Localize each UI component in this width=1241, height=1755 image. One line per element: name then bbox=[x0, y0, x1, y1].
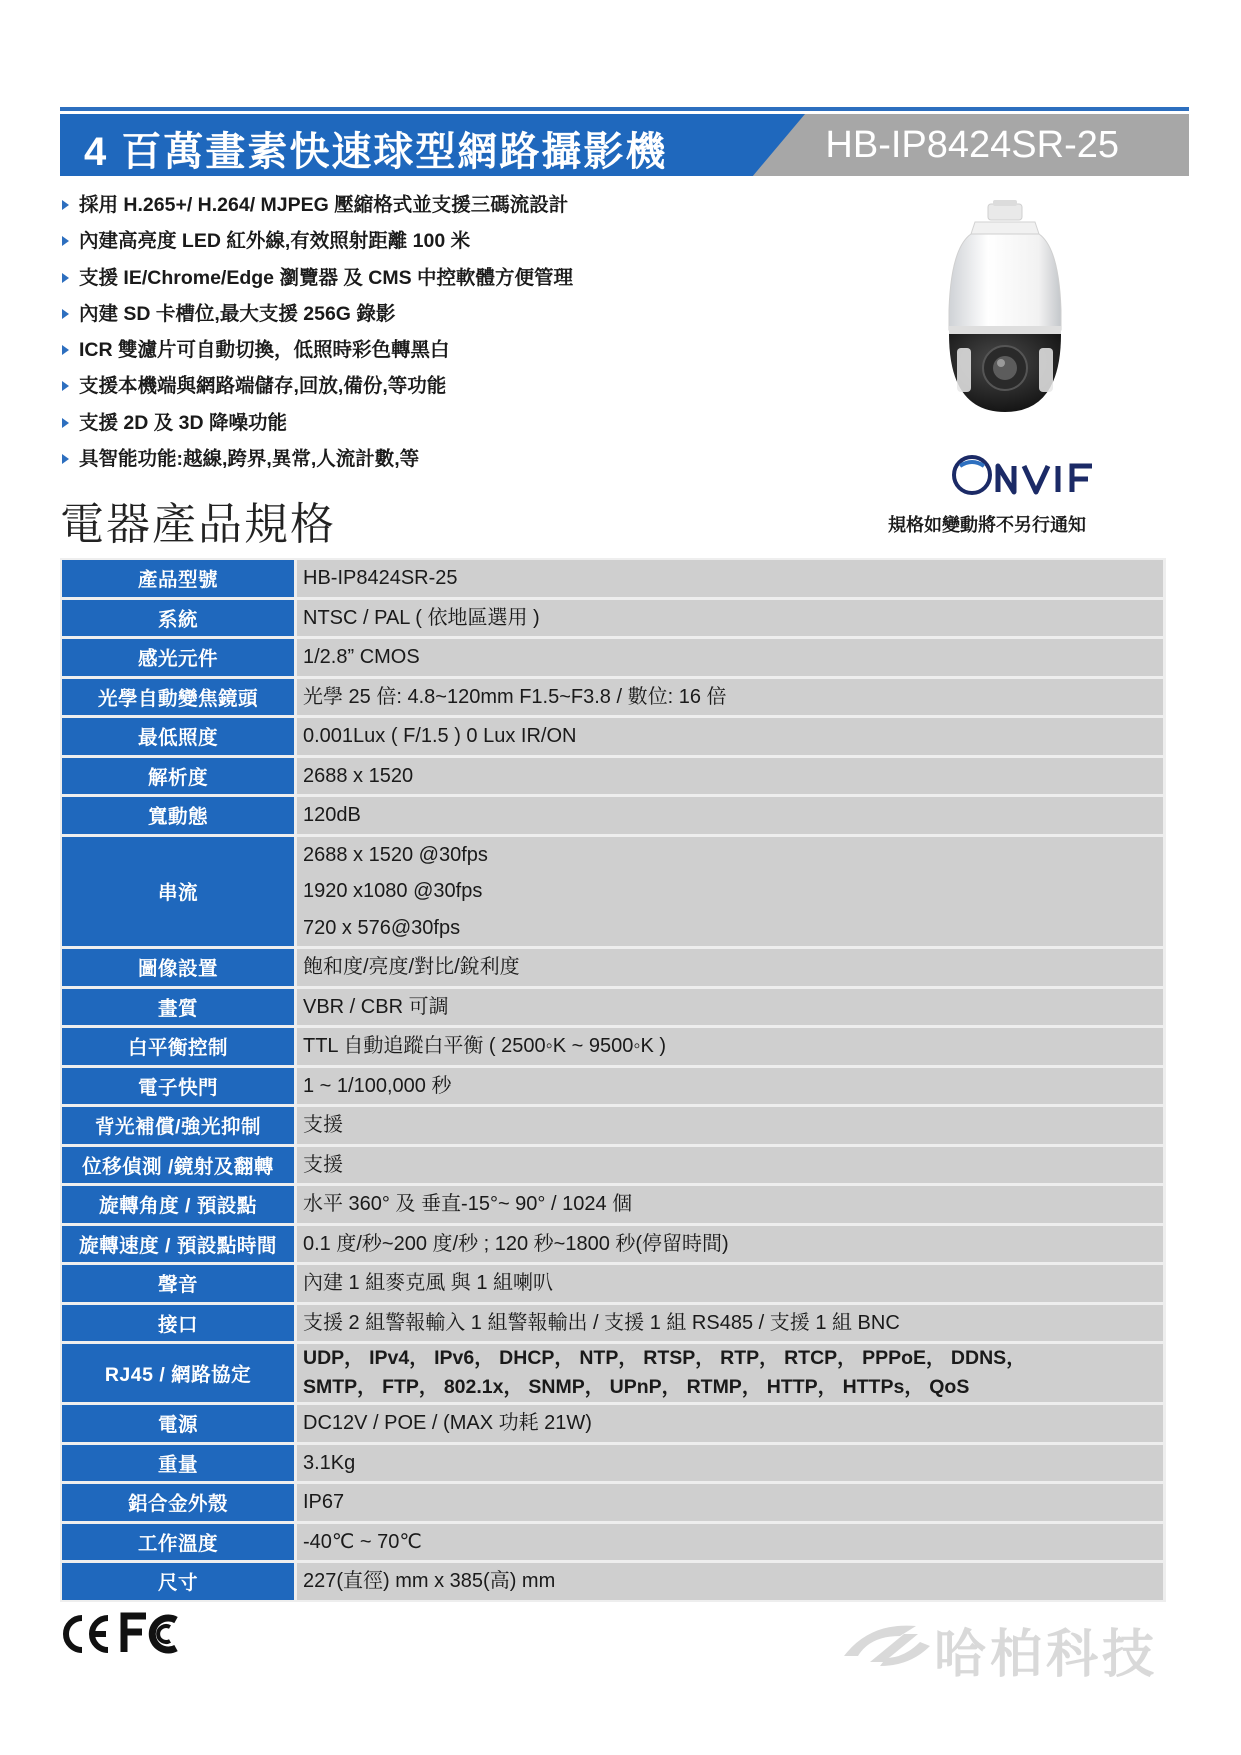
spec-value bbox=[297, 1147, 1163, 1184]
spec-value bbox=[297, 989, 1163, 1026]
spec-row bbox=[60, 1445, 1166, 1482]
spec-value-line: VBR / CBR 可調 bbox=[303, 995, 449, 1018]
feature-item: 採用 H.265+/ H.264/ MJPEG 壓縮格式並支援三碼流設計 bbox=[60, 190, 573, 226]
spec-value bbox=[297, 1107, 1163, 1144]
spec-label: 寬動態 bbox=[62, 797, 294, 834]
spec-value bbox=[297, 1265, 1163, 1302]
spec-label: 重量 bbox=[62, 1445, 294, 1482]
spec-value-line: -40℃ ~ 70℃ bbox=[303, 1530, 422, 1553]
spec-value-line: 2688 x 1520 bbox=[303, 764, 414, 787]
spec-label: 產品型號 bbox=[62, 560, 294, 597]
spec-value bbox=[297, 560, 1163, 597]
spec-value-line: 支援 bbox=[303, 1153, 343, 1176]
spec-change-notice: 規格如變動將不另行通知 bbox=[888, 515, 1086, 535]
spec-row bbox=[60, 1305, 1166, 1342]
triangle-bullet-icon bbox=[62, 381, 69, 391]
spec-value bbox=[297, 1028, 1163, 1065]
feature-list bbox=[60, 190, 573, 480]
spec-value-line: 1920 x1080 @30fps bbox=[303, 880, 483, 902]
triangle-bullet-icon bbox=[62, 236, 69, 246]
spec-value-line: 1/2.8” CMOS bbox=[303, 646, 420, 668]
spec-label: 解析度 bbox=[62, 758, 294, 795]
spec-label: 工作溫度 bbox=[62, 1524, 294, 1561]
spec-value bbox=[297, 1563, 1163, 1600]
spec-label: 電源 bbox=[62, 1405, 294, 1442]
spec-value-line: 光學 25 倍: 4.8~120mm F1.5~F3.8 / 數位: 16 倍 bbox=[303, 685, 727, 708]
brand-name: 哈柏科技 bbox=[934, 1626, 1159, 1684]
spec-row bbox=[60, 1524, 1166, 1561]
spec-value-line: 227(直徑) mm x 385(高) mm bbox=[303, 1570, 556, 1592]
spec-value bbox=[297, 1068, 1163, 1105]
spec-value-line: UDP， IPv4， IPv6， DHCP， NTP， RTSP， RTP， RTCP， PPPoE， DDNS， bbox=[303, 1347, 1026, 1369]
spec-row bbox=[60, 1147, 1166, 1184]
spec-value-line: 0.1 度/秒~200 度/秒 ; 120 秒~1800 秒(停留時間) bbox=[303, 1232, 729, 1255]
spec-value-line: 0.001Lux ( F/1.5 ) 0 Lux IR/ON bbox=[303, 725, 577, 747]
spec-row bbox=[60, 1107, 1166, 1144]
feature-item: 具智能功能:越線,跨界,異常,人流計數,等 bbox=[60, 444, 573, 480]
spec-row bbox=[60, 949, 1166, 986]
spec-label: 旋轉角度 / 預設點 bbox=[62, 1186, 294, 1223]
spec-label: 串流 bbox=[62, 837, 294, 947]
feature-item: ICR 雙濾片可自動切換，低照時彩色轉黑白 bbox=[60, 335, 573, 371]
spec-value-line: 支援 bbox=[303, 1114, 343, 1136]
spec-value-line: 2688 x 1520 @30fps bbox=[303, 843, 488, 866]
spec-row bbox=[60, 837, 1166, 947]
spec-value-line: NTSC / PAL ( 依地區選用 ) bbox=[303, 606, 540, 629]
spec-row bbox=[60, 560, 1166, 597]
spec-label: 接口 bbox=[62, 1305, 294, 1342]
title-banner bbox=[60, 114, 1189, 176]
spec-label: 旋轉速度 / 預設點時間 bbox=[62, 1226, 294, 1263]
spec-row bbox=[60, 639, 1166, 676]
feature-item: 內建高亮度 LED 紅外線,有效照射距離 100 米 bbox=[60, 226, 573, 262]
spec-value bbox=[297, 1445, 1163, 1482]
spec-value bbox=[297, 1344, 1163, 1402]
product-model: HB-IP8424SR-25 bbox=[825, 124, 1119, 166]
spec-value bbox=[297, 797, 1163, 834]
spec-value-line: 水平 360° 及 垂直-15°~ 90° / 1024 個 bbox=[303, 1193, 633, 1215]
feature-item: 支援 2D 及 3D 降噪功能 bbox=[60, 408, 573, 444]
spec-value-line: IP67 bbox=[303, 1491, 345, 1513]
spec-value bbox=[297, 718, 1163, 755]
spec-row bbox=[60, 1563, 1166, 1600]
spec-value-line: SMTP， FTP， 802.1x， SNMP， UPnP， RTMP， HTTP， HTTPs， QoS bbox=[303, 1376, 970, 1398]
spec-row bbox=[60, 1344, 1166, 1402]
spec-row bbox=[60, 718, 1166, 755]
spec-row bbox=[60, 1405, 1166, 1442]
triangle-bullet-icon bbox=[62, 418, 69, 428]
spec-value bbox=[297, 1484, 1163, 1521]
triangle-bullet-icon bbox=[62, 454, 69, 464]
spec-value-line: DC12V / POE / (MAX 功耗 21W) bbox=[303, 1412, 592, 1434]
spec-label: 畫質 bbox=[62, 989, 294, 1026]
spec-value-line: 1 ~ 1/100,000 秒 bbox=[303, 1074, 452, 1097]
ce-fc-cert-logo bbox=[58, 1610, 188, 1658]
triangle-bullet-icon bbox=[62, 309, 69, 319]
spec-value bbox=[297, 600, 1163, 637]
spec-label: RJ45 / 網路協定 bbox=[62, 1344, 294, 1402]
spec-value bbox=[297, 1405, 1163, 1442]
spec-value bbox=[297, 1305, 1163, 1342]
spec-label: 感光元件 bbox=[62, 639, 294, 676]
spec-value-line: TTL 自動追蹤白平衡 ( 2500◦K ~ 9500◦K ) bbox=[303, 1035, 666, 1057]
feature-item: 內建 SD 卡槽位,最大支援 256G 錄影 bbox=[60, 299, 573, 335]
spec-label: 鋁合金外殼 bbox=[62, 1484, 294, 1521]
triangle-bullet-icon bbox=[62, 200, 69, 210]
spec-value-line: 120dB bbox=[303, 804, 361, 826]
spec-row bbox=[60, 989, 1166, 1026]
feature-item: 支援本機端與網路端儲存,回放,備份,等功能 bbox=[60, 371, 573, 407]
spec-value-line: 720 x 576@30fps bbox=[303, 916, 461, 939]
spec-label: 系統 bbox=[62, 600, 294, 637]
spec-label: 白平衡控制 bbox=[62, 1028, 294, 1065]
spec-row bbox=[60, 1484, 1166, 1521]
spec-row bbox=[60, 797, 1166, 834]
spec-value bbox=[297, 1524, 1163, 1561]
ptz-camera-image bbox=[935, 198, 1075, 418]
spec-value bbox=[297, 1226, 1163, 1263]
spec-row bbox=[60, 679, 1166, 716]
triangle-bullet-icon bbox=[62, 345, 69, 355]
spec-row bbox=[60, 1226, 1166, 1263]
spec-value bbox=[297, 949, 1163, 986]
spec-value bbox=[297, 837, 1163, 947]
feature-item: 支援 IE/Chrome/Edge 瀏覽器 及 CMS 中控軟體方便管理 bbox=[60, 263, 573, 299]
section-title: 電器產品規格 bbox=[60, 500, 336, 549]
header-top-line bbox=[60, 107, 1189, 111]
spec-row bbox=[60, 758, 1166, 795]
spec-value-line: 內建 1 組麥克風 與 1 組喇叭 bbox=[303, 1272, 554, 1294]
spec-value-line: HB-IP8424SR-25 bbox=[303, 567, 458, 589]
spec-value-line: 3.1Kg bbox=[303, 1451, 356, 1474]
spec-row bbox=[60, 1068, 1166, 1105]
spec-value-line: 飽和度/亮度/對比/銳利度 bbox=[303, 956, 520, 978]
spec-label: 光學自動變焦鏡頭 bbox=[62, 679, 294, 716]
spec-value bbox=[297, 679, 1163, 716]
onvif-logo bbox=[950, 452, 1110, 498]
spec-table bbox=[60, 558, 1166, 1602]
product-title: 4 百萬畫素快速球型網路攝影機 bbox=[84, 130, 668, 174]
spec-label: 背光補償/強光抑制 bbox=[62, 1107, 294, 1144]
spec-label: 圖像設置 bbox=[62, 949, 294, 986]
spec-row bbox=[60, 600, 1166, 637]
spec-row bbox=[60, 1028, 1166, 1065]
spec-label: 最低照度 bbox=[62, 718, 294, 755]
triangle-bullet-icon bbox=[62, 273, 69, 283]
spec-value bbox=[297, 758, 1163, 795]
spec-value-line: 支援 2 組警報輸入 1 組警報輸出 / 支援 1 組 RS485 / 支援 1 組 BNC bbox=[303, 1311, 900, 1334]
spec-value bbox=[297, 639, 1163, 676]
spec-row bbox=[60, 1186, 1166, 1223]
spec-value bbox=[297, 1186, 1163, 1223]
spec-label: 尺寸 bbox=[62, 1563, 294, 1600]
spec-row bbox=[60, 1265, 1166, 1302]
spec-label: 位移偵測 /鏡射及翻轉 bbox=[62, 1147, 294, 1184]
spec-label: 聲音 bbox=[62, 1265, 294, 1302]
spec-label: 電子快門 bbox=[62, 1068, 294, 1105]
